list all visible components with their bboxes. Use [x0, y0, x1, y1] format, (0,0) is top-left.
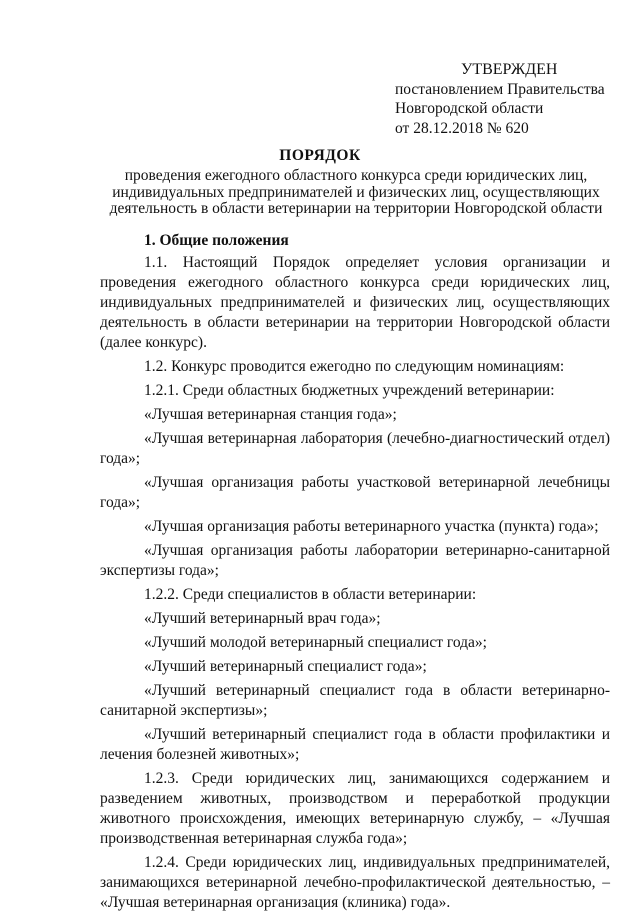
paragraph-1-1: 1.1. Настоящий Порядок определяет условия организации и проведения ежегодного областного конкурса среди юридических лиц, индивидуальных предпринимателей и физических лиц, осуществляющих деятельность в области ветеринарии на территории Новгородской области (далее конкурс). [100, 254, 610, 351]
nomination-item: «Лучшая ветеринарная лаборатория (лечебно-диагностический отдел) года»; [100, 430, 610, 467]
document-body [100, 231, 610, 913]
subtitle-line-2: индивидуальных предпринимателей и физических лиц, осуществляющих [112, 183, 600, 201]
paragraph-1-2-1: 1.2.1. Среди областных бюджетных учреждений ветеринарии: [144, 382, 555, 399]
nomination-item: «Лучшая ветеринарная станция года»; [144, 406, 397, 423]
approval-line-1: постановлением Правительства [395, 80, 605, 98]
approval-stamp [395, 60, 630, 138]
nomination-item: «Лучший ветеринарный специалист года»; [144, 658, 427, 675]
nomination-item: «Лучший ветеринарный врач года»; [144, 610, 381, 627]
paragraph-1-2-2: 1.2.2. Среди специалистов в области ветеринарии: [144, 586, 477, 603]
paragraph-1-2: 1.2. Конкурс проводится ежегодно по следующим номинациям: [144, 358, 565, 375]
section-heading: 1. Общие положения [144, 232, 289, 249]
paragraph-1-2-3: 1.2.3. Среди юридических лиц, занимающихся содержанием и разведением животных, производством и переработкой продукции животного происхождения, имеющих ветеринарную службу, – «Лучшая производственная ветеринарная служба года»; [100, 770, 610, 847]
nomination-item: «Лучший молодой ветеринарный специалист года»; [144, 634, 487, 651]
nomination-item: «Лучшая организация работы участковой ветеринарной лечебницы года»; [100, 474, 610, 511]
nomination-item: «Лучший ветеринарный специалист года в области ветеринарно-санитарной экспертизы»; [100, 682, 610, 719]
approval-head: УТВЕРЖДЕН [461, 61, 558, 78]
approval-line-3: от 28.12.2018 № 620 [395, 119, 529, 137]
document-subtitle [100, 168, 612, 218]
subtitle-line-1: проведения ежегодного областного конкурса среди юридических лиц, [124, 167, 588, 184]
nomination-item: «Лучшая организация работы ветеринарного участка (пункта) года»; [144, 518, 599, 535]
paragraph-1-2-4: 1.2.4. Среди юридических лиц, индивидуальных предпринимателей, занимающихся ветеринарной лечебно-профилактической деятельностью, – «Лучшая ветеринарная организация (клиника) года». [100, 854, 610, 911]
subtitle-line-3: деятельность в области ветеринарии на территории Новгородской области [109, 200, 603, 217]
approval-line-2: Новгородской области [395, 100, 544, 117]
nomination-item: «Лучшая организация работы лаборатории ветеринарно-санитарной экспертизы года»; [100, 542, 610, 579]
document-title: ПОРЯДОК [279, 147, 361, 164]
nomination-item: «Лучший ветеринарный специалист года в области профилактики и лечения болезней животных»; [100, 726, 610, 763]
